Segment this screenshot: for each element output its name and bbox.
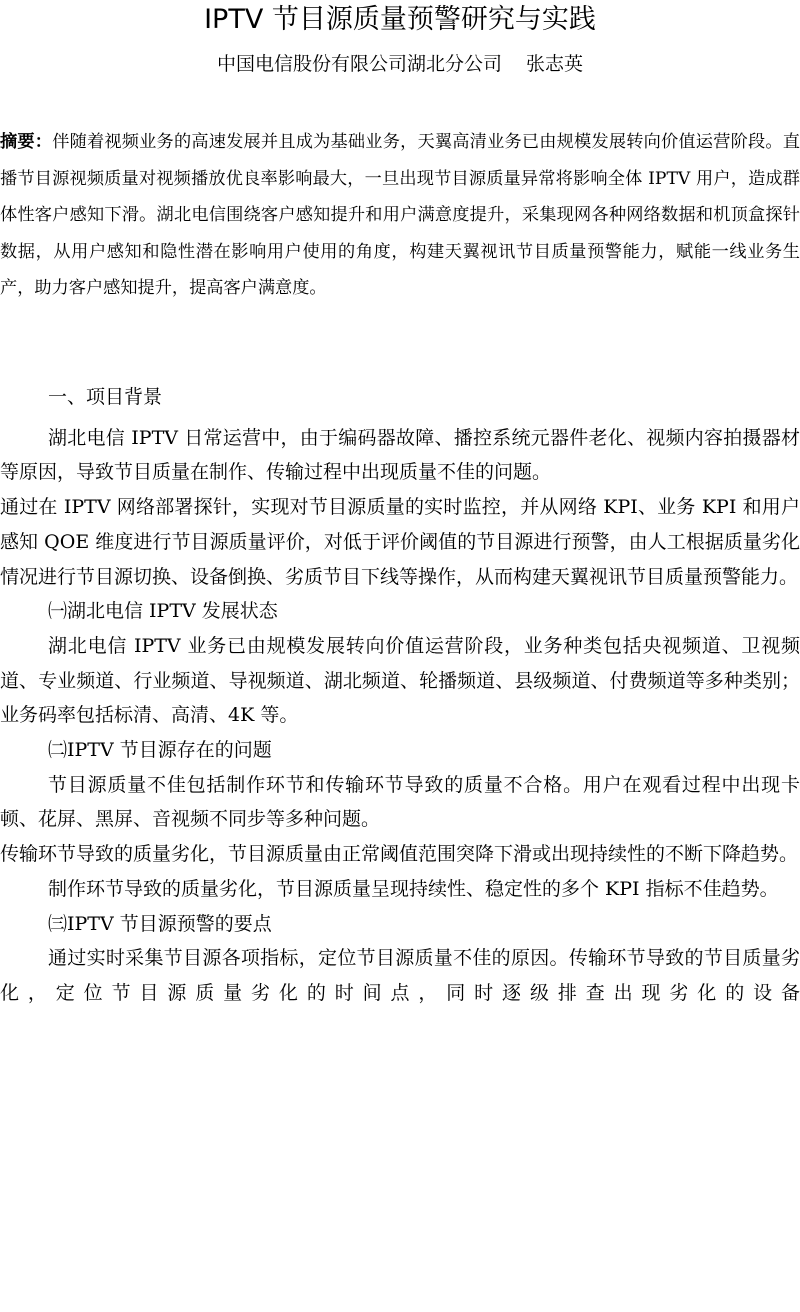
body-paragraph: 湖北电信 IPTV 业务已由规模发展转向价值运营阶段，业务种类包括央视频道、卫视频道、专业频道、行业频道、导视频道、湖北频道、轮播频道、县级频道、付费频道等多种类别；业务码率包括标清、高清、4K 等。: [0, 634, 800, 727]
section-project-background: [0, 380, 800, 1011]
abstract: [0, 124, 800, 307]
section-heading: 一、项目背景: [48, 386, 163, 408]
subsection-heading: ㈢IPTV 节目源预警的要点: [48, 912, 272, 935]
abstract-text: 伴随着视频业务的高速发展并且成为基础业务，天翼高清业务已由规模发展转向价值运营阶段。直播节目源视频质量对视频播放优良率影响最大，一旦出现节目源质量异常将影响全体 IPTV 用户，造成群体性客户感知下滑。湖北电信围绕客户感知提升和用户满意度提升，采集现网各种网络数据和机顶盒探针数据，从用户感知和隐性潜在影响用户使用的角度，构建天翼视讯节目质量预警能力，赋能一线业务生产，助力客户感知提升，提高客户满意度。: [0, 132, 800, 298]
body-paragraph: 通过在 IPTV 网络部署探针，实现对节目源质量的实时监控，并从网络 KPI、业务 KPI 和用户感知 QOE 维度进行节目源质量评价，对低于评价阈值的节目源进行预警，由人工根据质量劣化情况进行节目源切换、设备倒换、劣质节目下线等操作，从而构建天翼视讯节目质量预警能力。: [0, 496, 800, 588]
body-paragraph: 传输环节导致的质量劣化，节目源质量由正常阈值范围突降下滑或出现持续性的不断下降趋势。: [0, 843, 799, 866]
author-name: 张志英: [526, 53, 584, 75]
body-paragraph: 湖北电信 IPTV 日常运营中，由于编码器故障、播控系统元器件老化、视频内容拍摄器材等原因，导致节目质量在制作、传输过程中出现质量不佳的问题。: [0, 426, 800, 484]
author-line: [0, 50, 800, 78]
body-paragraph: 节目源质量不佳包括制作环节和传输环节导致的质量不合格。用户在观看过程中出现卡顿、花屏、黑屏、音视频不同步等多种问题。: [0, 773, 800, 831]
subsection-heading: ㈠湖北电信 IPTV 发展状态: [48, 600, 278, 623]
author-org: 中国电信股份有限公司湖北分公司: [216, 53, 502, 75]
body-paragraph: 通过实时采集节目源各项指标，定位节目源质量不佳的原因。传输环节导致的节目质量劣化，定位节目源质量劣化的时间点，同时逐级排查出现劣化的设备: [0, 947, 800, 1004]
abstract-label: 摘要：: [0, 132, 53, 152]
paper-title: IPTV 节目源质量预警研究与实践: [204, 4, 596, 35]
body-paragraph: 制作环节导致的质量劣化，节目源质量呈现持续性、稳定性的多个 KPI 指标不佳趋势。: [48, 877, 779, 900]
subsection-heading: ㈡IPTV 节目源存在的问题: [48, 739, 272, 762]
